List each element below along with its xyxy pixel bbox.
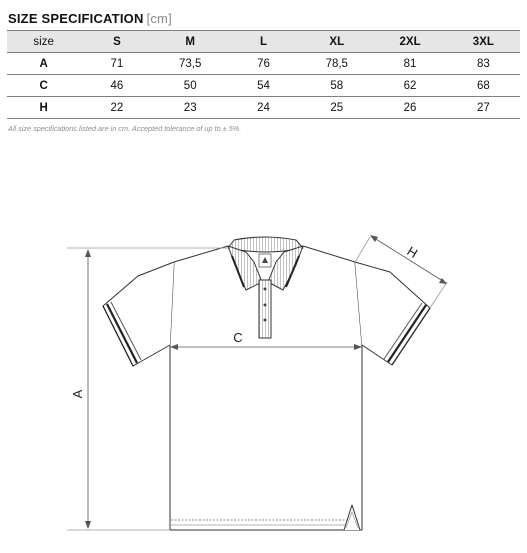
table-cell: 81: [373, 53, 446, 75]
button: [264, 288, 267, 291]
table-cell: 83: [447, 53, 520, 75]
table-cell: 68: [447, 75, 520, 97]
button: [264, 304, 267, 307]
row-label: C: [7, 75, 80, 97]
column-header: S: [80, 31, 153, 53]
label-a: A: [70, 389, 85, 399]
size-spec-heading: SIZE SPECIFICATION: [8, 11, 144, 26]
right-sleeve: [355, 262, 430, 365]
table-cell: 62: [373, 75, 446, 97]
column-header: 3XL: [447, 31, 520, 53]
table-cell: 71: [80, 53, 153, 75]
label-h: H: [404, 243, 421, 262]
row-label: A: [7, 53, 80, 75]
table-cell: 78,5: [300, 53, 373, 75]
left-sleeve: [103, 262, 174, 366]
label-c: C: [233, 330, 243, 345]
table-cell: 50: [154, 75, 227, 97]
column-header: 2XL: [373, 31, 446, 53]
column-header: M: [154, 31, 227, 53]
row-label: H: [7, 97, 80, 119]
polo-shirt-outline-icon: [103, 237, 430, 530]
brand-label-icon: [259, 254, 271, 267]
table-cell: 26: [373, 97, 446, 119]
button: [264, 319, 267, 322]
column-header: L: [227, 31, 300, 53]
size-spec-unit: [cm]: [146, 11, 172, 26]
table-cell: 22: [80, 97, 153, 119]
table-cell: 25: [300, 97, 373, 119]
table-cell: 73,5: [154, 53, 227, 75]
column-header: XL: [300, 31, 373, 53]
table-cell: 27: [447, 97, 520, 119]
table-cell: 24: [227, 97, 300, 119]
table-cell: 54: [227, 75, 300, 97]
table-cell: 58: [300, 75, 373, 97]
table-cell: 76: [227, 53, 300, 75]
tolerance-note: All size specifications listed are in cm. Accepted tolerance of up to ± 5%.: [8, 124, 242, 133]
table-cell: 23: [154, 97, 227, 119]
column-header: size: [7, 31, 80, 53]
table-cell: 46: [80, 75, 153, 97]
